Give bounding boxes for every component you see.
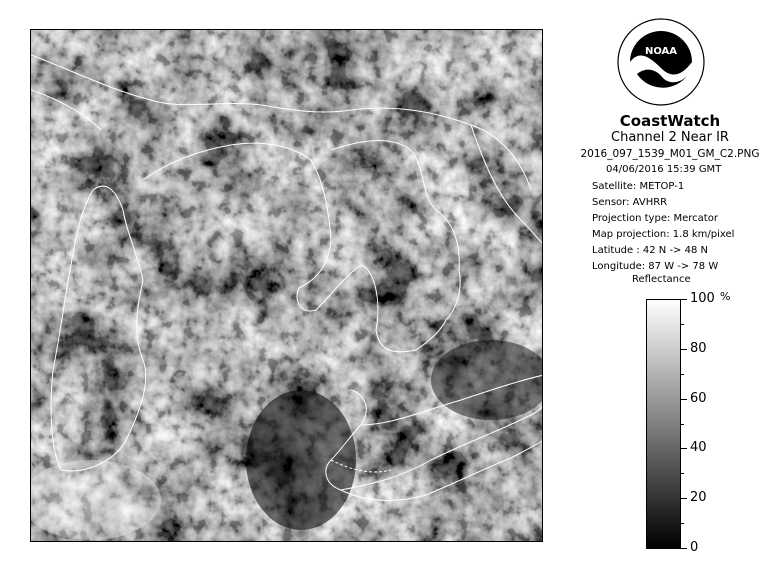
colorbar-tick-label: 60 bbox=[690, 390, 707, 406]
colorbar-minor-tick bbox=[681, 424, 684, 425]
colorbar-tick-label: 20 bbox=[690, 490, 707, 506]
app-title: CoastWatch bbox=[619, 112, 721, 130]
longitude-label: Longitude: 87 W -> 78 W bbox=[592, 261, 719, 272]
channel-subtitle: Channel 2 Near IR bbox=[611, 130, 729, 145]
colorbar-tick bbox=[681, 399, 687, 400]
cloud-imagery bbox=[31, 30, 543, 542]
svg-text:NOAA: NOAA bbox=[644, 46, 678, 57]
colorbar-minor-tick bbox=[681, 324, 684, 325]
colorbar-tick bbox=[681, 349, 687, 350]
colorbar-minor-tick bbox=[681, 473, 684, 474]
noaa-seal-icon bbox=[617, 18, 705, 106]
colorbar-tick bbox=[681, 548, 687, 549]
colorbar-title: Reflectance bbox=[632, 274, 691, 285]
colorbar-tick-label: 40 bbox=[690, 440, 707, 456]
colorbar-tick bbox=[681, 498, 687, 499]
colorbar-tick-label: 0 bbox=[690, 540, 699, 555]
colorbar-minor-tick bbox=[681, 374, 684, 375]
datetime-label: 04/06/2016 15:39 GMT bbox=[606, 164, 722, 175]
colorbar-minor-tick bbox=[681, 523, 684, 524]
colorbar-tick bbox=[681, 299, 687, 300]
sensor-label: Sensor: AVHRR bbox=[592, 197, 668, 208]
colorbar-tick-label: 80 bbox=[690, 340, 707, 356]
colorbar-tick bbox=[681, 448, 687, 449]
noaa-logo bbox=[617, 18, 705, 106]
latitude-label: Latitude : 42 N -> 48 N bbox=[592, 245, 708, 256]
map-projection-label: Map projection: 1.8 km/pixel bbox=[592, 229, 735, 240]
satellite-image bbox=[30, 29, 543, 542]
colorbar-unit: % bbox=[720, 290, 731, 303]
reflectance-colorbar bbox=[646, 299, 681, 549]
satellite-label: Satellite: METOP-1 bbox=[592, 181, 685, 192]
colorbar-tick-label: 100 bbox=[690, 291, 715, 306]
filename-label: 2016_097_1539_M01_GM_C2.PNG bbox=[580, 148, 760, 160]
projection-type-label: Projection type: Mercator bbox=[592, 213, 718, 224]
